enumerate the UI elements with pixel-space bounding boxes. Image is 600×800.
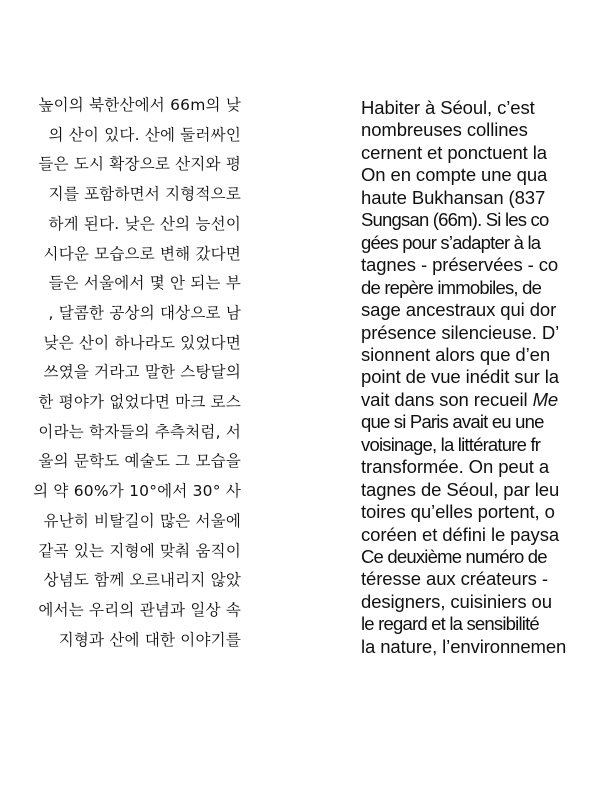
french-line-text: designers, cuisiniers ou: [361, 590, 552, 612]
french-line-text: tagnes - préservées - co: [361, 254, 559, 276]
french-paragraph-line: [361, 119, 528, 141]
french-paragraph-line: [361, 501, 555, 523]
korean-paragraph-line: 상념도 함께 오르내리지 않았: [43, 571, 241, 590]
french-paragraph-line: [361, 613, 539, 635]
french-line-text: point de vue inédit sur la: [361, 366, 559, 388]
french-line-text: cernent et ponctuent la: [361, 141, 547, 163]
french-paragraph-line: [361, 344, 550, 366]
french-paragraph-line: [361, 142, 547, 164]
italic-title-fragment: Me: [532, 388, 559, 410]
french-line-text: sionnent alors que d’en: [361, 343, 551, 365]
french-line-text: nombreuses collines: [361, 119, 528, 141]
french-line-text: haute Bukhansan (837: [361, 186, 546, 208]
korean-paragraph-line: 이라는 학자들의 추측처럼, 서: [38, 422, 241, 441]
korean-paragraph-line: 같곡 있는 지형에 맞춰 움직이: [38, 541, 241, 560]
korean-paragraph-line: 에서는 우리의 관념과 일상 속: [38, 600, 241, 619]
korean-paragraph-line: 유난히 비탈길이 많은 서울에: [43, 511, 241, 530]
korean-paragraph-line: 울의 문학도 예술도 그 모습을: [38, 452, 241, 471]
french-paragraph-line: [361, 568, 548, 590]
french-paragraph-line: [361, 591, 552, 613]
korean-paragraph-line: 의 약 60%가 10°에서 30° 사: [33, 482, 241, 501]
korean-paragraph-line: 들은 서울에서 몇 안 되는 부: [48, 274, 241, 293]
french-paragraph-line: [361, 524, 559, 546]
french-line-text: Habiter à Séoul, c’est: [361, 97, 535, 118]
french-line-text: On en compte une qua: [361, 164, 548, 186]
french-line-text: coréen et défini le paysa: [361, 523, 560, 545]
french-paragraph-line: [361, 277, 541, 299]
french-line-text: le regard et la sensibilité: [361, 613, 539, 635]
korean-paragraph-line: 한 평야가 없었다면 마크 로스: [38, 393, 241, 411]
korean-paragraph-line: 들은 도시 확장으로 산지와 평: [38, 155, 241, 174]
french-line-text: de repère immobiles, de: [361, 276, 542, 298]
korean-paragraph-line: 시다운 모습으로 변해 갔다면: [43, 244, 241, 263]
french-paragraph-line: [361, 546, 547, 568]
korean-paragraph-line: 쓰였을 거라고 말한 스탕달의: [43, 363, 241, 382]
french-line-text: Sungsan (66m). Si les co: [361, 209, 549, 231]
french-paragraph-line: [361, 322, 559, 344]
french-paragraph-line: [361, 254, 558, 276]
french-paragraph-line: [361, 411, 544, 433]
french-line-text: la nature, l’environnemen: [361, 635, 567, 657]
french-text-column: [300, 0, 600, 800]
french-paragraph-line: [361, 299, 556, 321]
french-paragraph-line: [361, 636, 566, 658]
french-line-text: Ce deuxième numéro de: [361, 546, 547, 567]
french-paragraph-line: [361, 232, 540, 254]
korean-paragraph-line: 하게 된다. 낮은 산의 능선이: [48, 214, 241, 233]
french-line-text: gées pour s’adapter à la: [361, 231, 541, 253]
french-paragraph-line: [361, 187, 545, 209]
korean-paragraph-line: 높이의 북한산에서 66m의 낮: [38, 96, 241, 114]
french-line-text: toires qu’elles portent, o: [361, 501, 555, 523]
french-paragraph-line: [361, 389, 558, 411]
french-line-text: présence silencieuse. D’: [361, 321, 560, 343]
french-line-text: voisinage, la littérature fr: [361, 433, 541, 455]
french-paragraph-line: [361, 479, 559, 501]
french-line-text: sage ancestraux qui dor: [361, 299, 557, 321]
french-line-text: transformée. On peut a: [361, 456, 550, 478]
korean-paragraph-line: 지를 포함하면서 지형적으로: [48, 185, 241, 204]
french-line-text: vait dans son recueil: [361, 388, 533, 410]
french-paragraph-line: [361, 209, 548, 231]
french-paragraph-line: [361, 97, 535, 119]
french-line-text: tagnes de Séoul, par leu: [361, 478, 560, 500]
korean-paragraph-line: , 달콤한 공상의 대상으로 남: [48, 303, 241, 322]
french-line-text: téresse aux créateurs -: [361, 568, 548, 590]
french-paragraph-line: [361, 164, 547, 186]
french-paragraph-line: [361, 434, 540, 456]
french-paragraph-line: [361, 366, 559, 388]
korean-paragraph-line: 낮은 산이 하나라도 있었다면: [43, 333, 241, 352]
french-paragraph-line: [361, 456, 549, 478]
korean-paragraph-line: 의 산이 있다. 산에 둘러싸인: [48, 125, 241, 144]
korean-paragraph-line: 지형과 산에 대한 이야기를: [58, 630, 241, 649]
french-line-text: que si Paris avait eu une: [361, 411, 544, 433]
